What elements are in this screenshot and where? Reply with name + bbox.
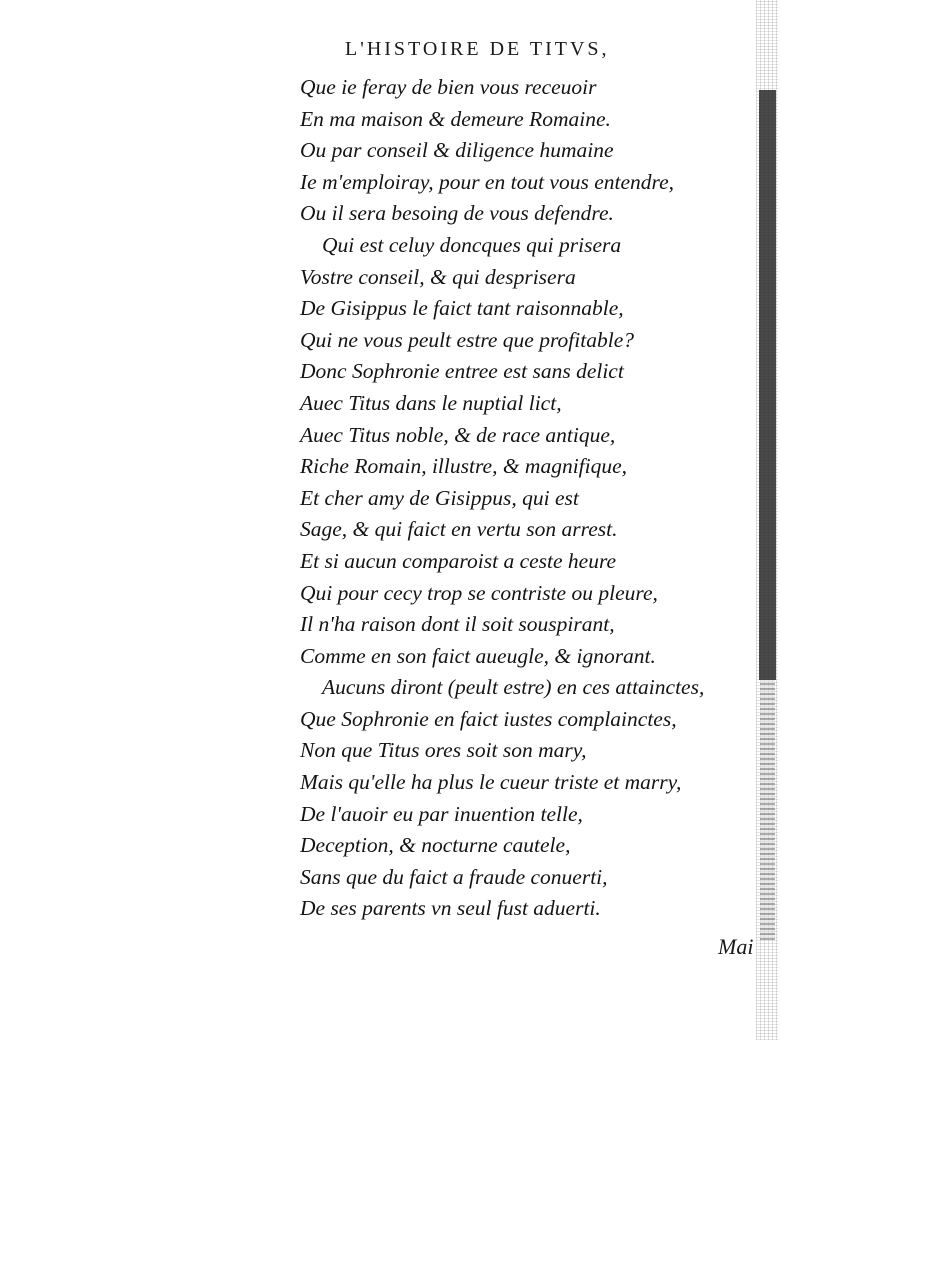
- verse-line: Comme en son faict aueugle, & ignorant.: [300, 643, 656, 668]
- verse-line: Aucuns diront (peult estre) en ces attainctes,: [322, 675, 705, 700]
- verse-line: Vostre conseil, & qui desprisera: [300, 264, 576, 289]
- verse-line: Mais qu'elle ha plus le cueur triste et marry,: [300, 770, 682, 795]
- verse-line: Deception, & nocturne cautele,: [300, 833, 571, 858]
- verse-line: De ses parents vn seul fust aduerti.: [300, 896, 601, 921]
- verse-line: Il n'ha raison dont il soit souspirant,: [300, 612, 615, 637]
- verse-line: Que Sophronie en faict iustes complainctes,: [300, 706, 677, 731]
- verse-block: [300, 72, 760, 925]
- verse-line: Sans que du faict a fraude conuerti,: [300, 864, 608, 889]
- verse-line: Et si aucun comparoist a ceste heure: [300, 548, 617, 573]
- verse-line: Auec Titus noble, & de race antique,: [300, 422, 616, 447]
- verse-line: Qui pour cecy trop se contriste ou pleure,: [300, 580, 658, 605]
- verse-line: Ou il sera besoing de vous defendre.: [300, 201, 614, 226]
- verse-line: Riche Romain, illustre, & magnifique,: [300, 454, 628, 479]
- verse-line: De Gisippus le faict tant raisonnable,: [300, 296, 624, 321]
- page-gutter-texture: [760, 680, 775, 940]
- verse-line: En ma maison & demeure Romaine.: [300, 106, 611, 131]
- page-gutter-shadow: [759, 90, 776, 680]
- verse-line: Que ie feray de bien vous receuoir: [300, 75, 597, 99]
- verse-line: Sage, & qui faict en vertu son arrest.: [300, 517, 618, 542]
- verse-line: Qui est celuy doncques qui prisera: [322, 232, 622, 257]
- verse-line: Ou par conseil & diligence humaine: [300, 138, 614, 163]
- catchword: Mai: [718, 934, 754, 959]
- verse-line: Auec Titus dans le nuptial lict,: [300, 390, 562, 415]
- verse-line: Qui ne vous peult estre que profitable?: [300, 327, 634, 352]
- verse-line: Non que Titus ores soit son mary,: [300, 738, 587, 763]
- verse-line: Et cher amy de Gisippus, qui est: [300, 485, 579, 510]
- verse-line: Donc Sophronie entree est sans delict: [300, 359, 624, 384]
- running-head: L'HISTOIRE DE TITVS,: [345, 38, 610, 60]
- verse-line: Ie m'emploiray, pour en tout vous entendre,: [300, 169, 675, 194]
- verse-line: De l'auoir eu par inuention telle,: [300, 801, 583, 826]
